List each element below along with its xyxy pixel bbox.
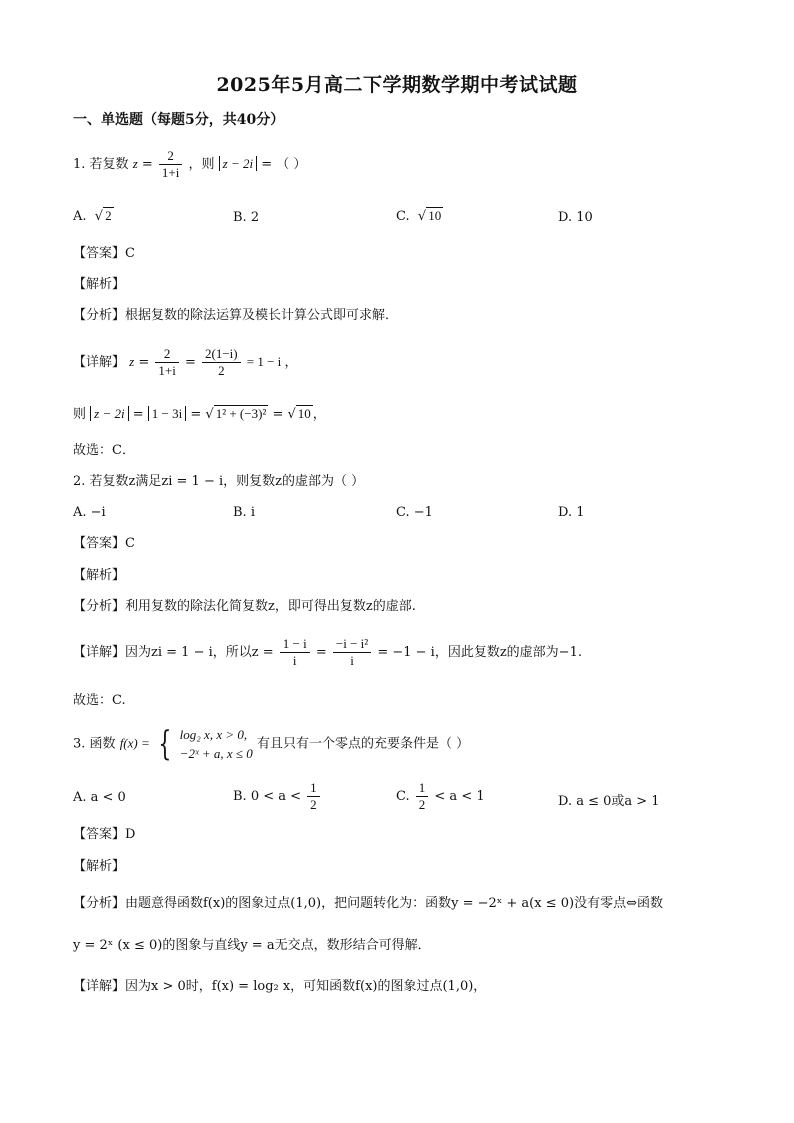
q3-option-a: A. a < 0 xyxy=(73,790,126,805)
q3-option-d: D. a ≤ 0或a > 1 xyxy=(558,794,660,809)
q2-fenxi: 【分析】利用复数的除法化简复数z，即可得出复数z的虚部. xyxy=(73,599,416,614)
q1-answer: 【答案】C xyxy=(73,246,135,261)
q1-jiexi: 【解析】 xyxy=(73,277,126,292)
q1-option-d: D. 10 xyxy=(558,210,593,225)
q1-option-c: C. √ 10 xyxy=(396,208,442,224)
q2-option-b: B. i xyxy=(233,505,255,520)
q3-fenxi-line1: 【分析】由题意得函数f(x)的图象过点(1,0)，把问题转化为：函数y = −2ˣ + a(x ≤ 0)没有零点⇔函数 xyxy=(73,896,663,911)
q1-prefix: 1. 若复数 xyxy=(73,157,129,172)
q1-stem: 1. 若复数 z = $\frac{2}{1+i}$ ，则 z − 2i = （ ） xyxy=(73,148,307,180)
q2-option-a: A. −i xyxy=(73,505,106,520)
q2-option-c: C. −1 xyxy=(396,505,433,520)
q1-option-b: B. 2 xyxy=(233,210,260,225)
q3-stem: 3. 函数 f(x) = { log₂ x, x > 0, −2ˣ + a, x ≤ 0 有且只有一个零点的充要条件是（ ） xyxy=(73,724,470,764)
q3-jiexi: 【解析】 xyxy=(73,859,126,874)
q3-fenxi-line2: y = 2ˣ (x ≤ 0)的图象与直线y = a无交点，数形结合可得解． xyxy=(73,938,431,953)
q1-modulus: 则 z − 2i = 1 − 3i = √ 1² + (−3)² = √ 10 ， xyxy=(73,406,326,422)
page-title: 2025年5月高二下学期数学期中考试试题 xyxy=(216,74,578,96)
section-heading: 一、单选题（每题5分，共40分） xyxy=(73,112,285,128)
q2-jiexi: 【解析】 xyxy=(73,568,126,583)
q1-fraction: $\frac{2}{1+i}$ xyxy=(159,148,182,181)
q3-option-b: B. 0 < a < $\frac{1}{2}$ xyxy=(233,780,322,813)
q1-fenxi: 【分析】根据复数的除法运算及模长计算公式即可求解． xyxy=(73,308,399,323)
q3-answer: 【答案】D xyxy=(73,827,136,842)
q1-choose: 故选：C． xyxy=(73,443,135,458)
q2-xiangjie: 【详解】因为zi = 1 − i，所以z = $\frac{1 - i}{i}$ = $\frac{\text{−i − i²}}{i}$ = −1 − i，因此复数z的虚部为−1. xyxy=(73,636,582,668)
q2-stem: 2. 若复数z满足zi = 1 − i，则复数z的虚部为（ ） xyxy=(73,474,365,489)
q2-answer: 【答案】C xyxy=(73,536,135,551)
q3-xiangjie: 【详解】因为x > 0时，f(x) = log₂ x，可知函数f(x)的图象过点(1,0)， xyxy=(73,979,487,994)
q1-xiangjie: 【详解】 z = $\frac{2}{1+i}$ = $\frac{2(1-i)}{2}$ = 1 − i ， xyxy=(73,346,298,378)
q1-option-a: A. √ 2 xyxy=(73,208,112,224)
q2-option-d: D. 1 xyxy=(558,505,585,520)
q2-choose: 故选：C. xyxy=(73,693,126,708)
q3-option-c: C. $\frac{1}{2}$ < a < 1 xyxy=(396,780,485,812)
q1-abs-expr: z − 2i xyxy=(219,156,257,171)
